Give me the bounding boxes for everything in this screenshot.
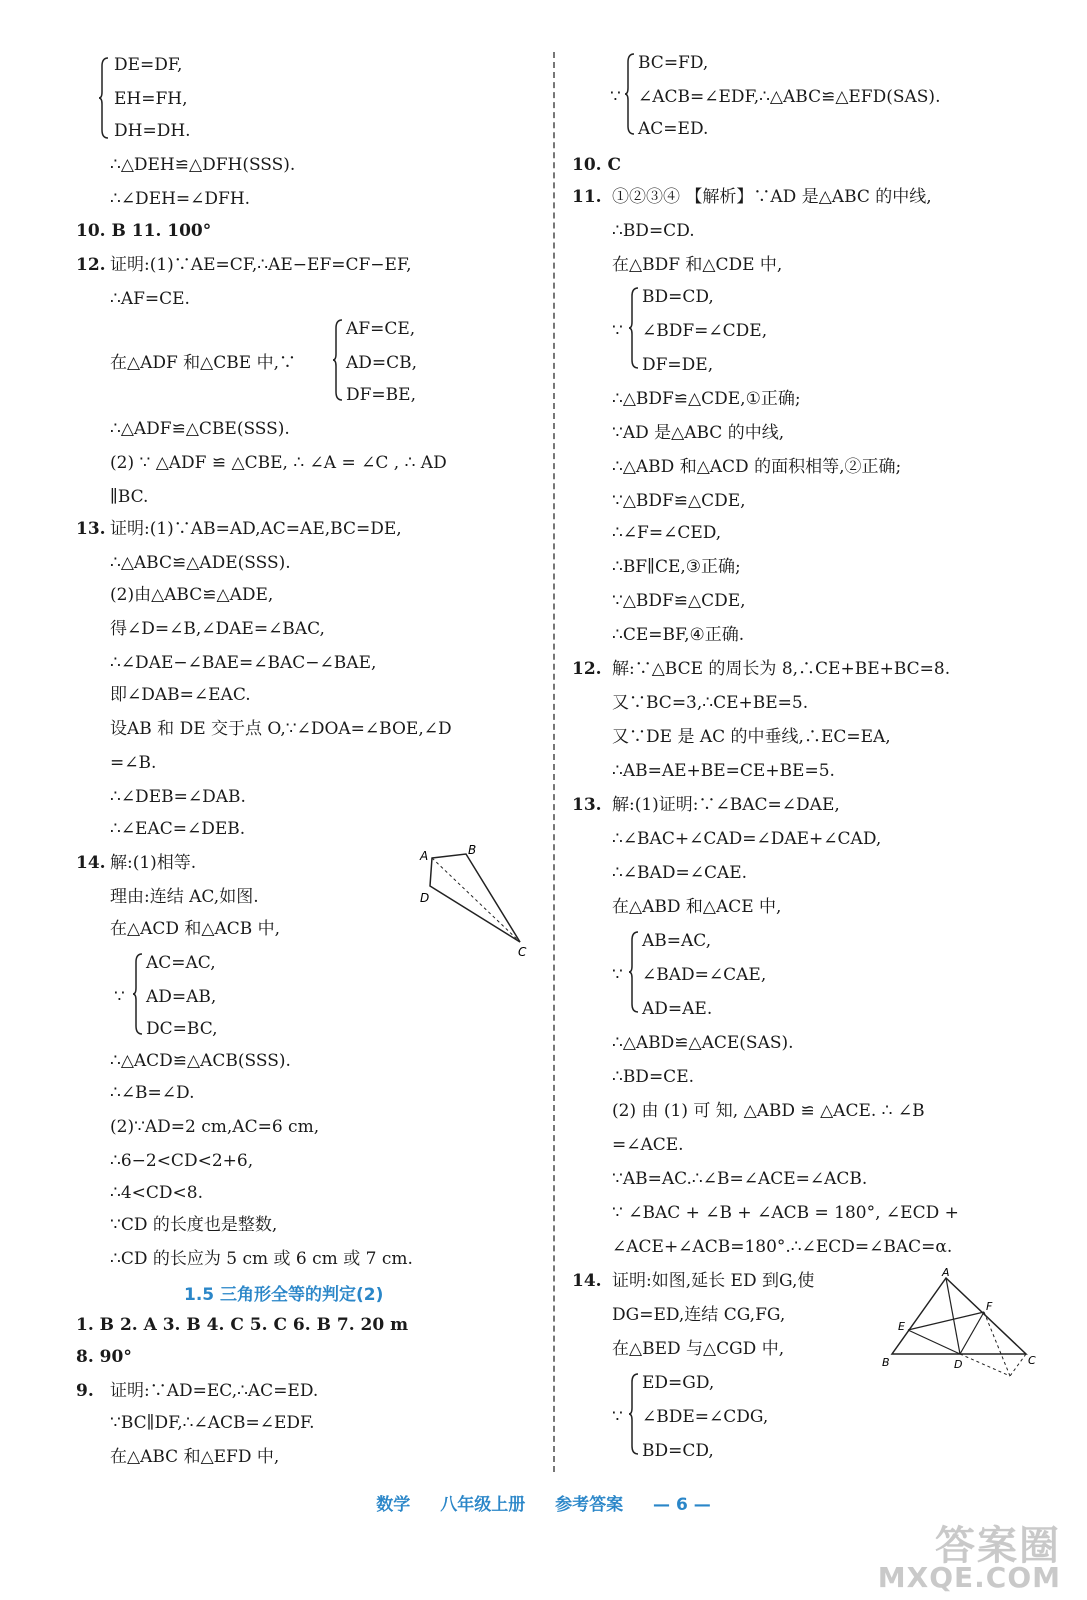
line: AD=AE. [642,999,713,1019]
line: 在△ADF 和△CBE 中,∵ [110,353,296,373]
brace-left-top [98,56,110,140]
line: DF=DE, [642,355,714,375]
line: ∴∠EAC=∠DEB. [110,819,246,839]
line: DG=ED,连结 CG,FG, [612,1305,786,1325]
page-number: — 6 — [653,1495,711,1515]
line: 在△ABC 和△EFD 中, [110,1447,280,1467]
point-label-d: D [420,891,430,905]
line: DF=BE, [346,385,416,405]
brace-q12 [332,318,344,402]
line: AF=CE, [346,319,416,339]
point-label-d: D [954,1358,963,1371]
line: =∠ACE. [612,1135,684,1155]
line: 证明:(1)∵AE=CF,∴AE−EF=CF−EF, [110,255,412,275]
question-number: 11. [572,187,602,207]
line: AD=AB, [146,987,217,1007]
line: 在△BDF 和△CDE 中, [612,255,783,275]
line: ∵CD 的长度也是整数, [110,1215,278,1235]
line: 证明:(1)∵AB=AD,AC=AE,BC=DE, [110,519,402,539]
line: ∴∠DEB=∠DAB. [110,787,246,807]
line: DH=DH. [114,121,191,141]
line: 得∠D=∠B,∠DAE=∠BAC, [110,619,325,639]
line: ∵AB=AC.∴∠B=∠ACE=∠ACB. [612,1169,868,1189]
point-label-a: A [420,849,429,863]
point-label-c: C [1028,1354,1036,1367]
question-number: 14. [76,853,106,873]
triangle-figure [878,1266,1042,1378]
line: AB=AC, [642,931,712,951]
line: 又∵DE 是 AC 的中垂线,∴EC=EA, [612,727,891,747]
footer-subject: 数学 [376,1495,411,1515]
line: DE=DF, [114,55,183,75]
line: DC=BC, [146,1019,218,1039]
point-label-a: A [942,1266,950,1279]
line: (2) ∵ △ADF ≌ △CBE, ∴ ∠A = ∠C , ∴ AD [110,453,447,473]
question-number: 14. [572,1271,602,1291]
because-symbol: ∵ [114,987,125,1007]
line: BC=FD, [638,53,709,73]
line: 解:(1)相等. [110,853,197,873]
line: ∥BC. [110,487,149,507]
watermark-logo [877,1514,1061,1594]
line: ∴△ADF≌△CBE(SSS). [110,419,290,439]
point-label-b: B [468,844,477,857]
line: ∵ ∠BAC + ∠B + ∠ACB = 180°, ∠ECD + [612,1203,959,1223]
line: ∴∠DEH=∠DFH. [110,189,251,209]
point-label-f: F [986,1300,993,1313]
line: ∴CE=BF,④正确. [612,625,745,645]
line: ∴∠B=∠D. [110,1083,195,1103]
answer-line: 1. B 2. A 3. B 4. C 5. C 6. B 7. 20 m [76,1315,409,1335]
line: ∴△ABD 和△ACD 的面积相等,②正确; [612,457,902,477]
line: ∴AF=CE. [110,289,190,309]
line: ①②③④ 【解析】∵AD 是△ABC 的中线, [612,187,932,207]
point-label-e: E [898,1320,905,1333]
question-number: 12. [572,659,602,679]
column-divider [553,52,555,1472]
question-number: 12. [76,255,106,275]
because-symbol: ∵ [610,87,621,107]
line: ∴∠F=∠CED, [612,523,722,543]
brace-q13 [628,930,640,1014]
line: ∵△BDF≌△CDE, [612,591,746,611]
line: 在△BED 与△CGD 中, [612,1339,785,1359]
brace-right-top [624,52,636,136]
section-title: 1.5 三角形全等的判定(2) [184,1285,384,1305]
line: ∴∠DAE−∠BAE=∠BAC−∠BAE, [110,653,377,673]
line: BD=CD, [642,1441,714,1461]
brace-q14 [628,1372,640,1456]
line: ∠BAD=∠CAE, [642,965,767,985]
line: 解:∵△BCE 的周长为 8,∴CE+BE+BC=8. [612,659,951,679]
answer-line: 8. 90° [76,1347,132,1367]
because-symbol: ∵ [612,965,623,985]
line: ED=GD, [642,1373,715,1393]
point-label-b: B [882,1356,890,1369]
line: ∠BDE=∠CDG, [642,1407,769,1427]
line: (2) 由 (1) 可 知, △ABD ≌ △ACE. ∴ ∠B [612,1101,925,1121]
line: BD=CD, [642,287,714,307]
watermark-text: 答案圈 [935,1523,1061,1569]
line: ∴∠BAD=∠CAE. [612,863,748,883]
question-number: 9. [76,1381,94,1401]
line: AD=CB, [346,353,418,373]
page-footer [0,1490,1087,1515]
footer-grade: 八年级上册 [440,1495,526,1515]
line: ∴4<CD<8. [110,1183,203,1203]
line: 即∠DAB=∠EAC. [110,685,251,705]
brace-q11 [628,286,640,370]
line: 解:(1)证明:∵∠BAC=∠DAE, [612,795,840,815]
line: 证明:∵AD=EC,∴AC=ED. [110,1381,319,1401]
line: 在△ABD 和△ACE 中, [612,897,782,917]
because-symbol: ∵ [612,1407,623,1427]
answer-line: 10. C [572,155,622,175]
line: 在△ACD 和△ACB 中, [110,919,281,939]
line: ∴△ABD≌△ACE(SAS). [612,1033,794,1053]
line: ∵△BDF≌△CDE, [612,491,746,511]
line: ∵AD 是△ABC 的中线, [612,423,785,443]
line: ∴△ACD≌△ACB(SSS). [110,1051,291,1071]
line: ∠ACE+∠ACB=180°.∴∠ECD=∠BAC=α. [612,1237,953,1257]
line: ∴BD=CE. [612,1067,695,1087]
line: AC=ED. [638,119,709,139]
line: EH=FH, [114,89,188,109]
line: (2)∵AD=2 cm,AC=6 cm, [110,1117,320,1137]
line: ∴6−2<CD<2+6, [110,1151,254,1171]
line: ∴△DEH≌△DFH(SSS). [110,155,296,175]
line: (2)由△ABC≌△ADE, [110,585,274,605]
line: 证明:如图,延长 ED 到G,使 [612,1271,815,1291]
because-symbol: ∵ [612,321,623,341]
line: AC=AC, [146,953,216,973]
line: ∠BDF=∠CDE, [642,321,768,341]
line: 又∵BC=3,∴CE+BE=5. [612,693,809,713]
question-number: 13. [572,795,602,815]
line: ∴△ABC≌△ADE(SSS). [110,553,291,573]
answer-line: 10. B 11. 100° [76,221,212,241]
brace-q14 [132,952,144,1036]
line: 理由:连结 AC,如图. [110,887,259,907]
line: ∴CD 的长应为 5 cm 或 6 cm 或 7 cm. [110,1249,413,1269]
line: ∴∠BAC+∠CAD=∠DAE+∠CAD, [612,829,882,849]
question-number: 13. [76,519,106,539]
watermark-url: MXQE.COM [877,1561,1061,1594]
line: ∴AB=AE+BE=CE+BE=5. [612,761,835,781]
footer-label: 参考答案 [555,1495,624,1515]
line: 设AB 和 DE 交于点 O,∵∠DOA=∠BOE,∠D [110,719,452,739]
line: ∠ACB=∠EDF,∴△ABC≌△EFD(SAS). [638,87,941,107]
line: ∴BD=CD. [612,221,695,241]
line: ∴△BDF≌△CDE,①正确; [612,389,801,409]
line: ∵BC∥DF,∴∠ACB=∠EDF. [110,1413,315,1433]
line: ∴BF∥CE,③正确; [612,557,741,577]
line: =∠B. [110,753,157,773]
point-label-c: C [518,945,527,959]
quadrilateral-figure [418,844,538,962]
